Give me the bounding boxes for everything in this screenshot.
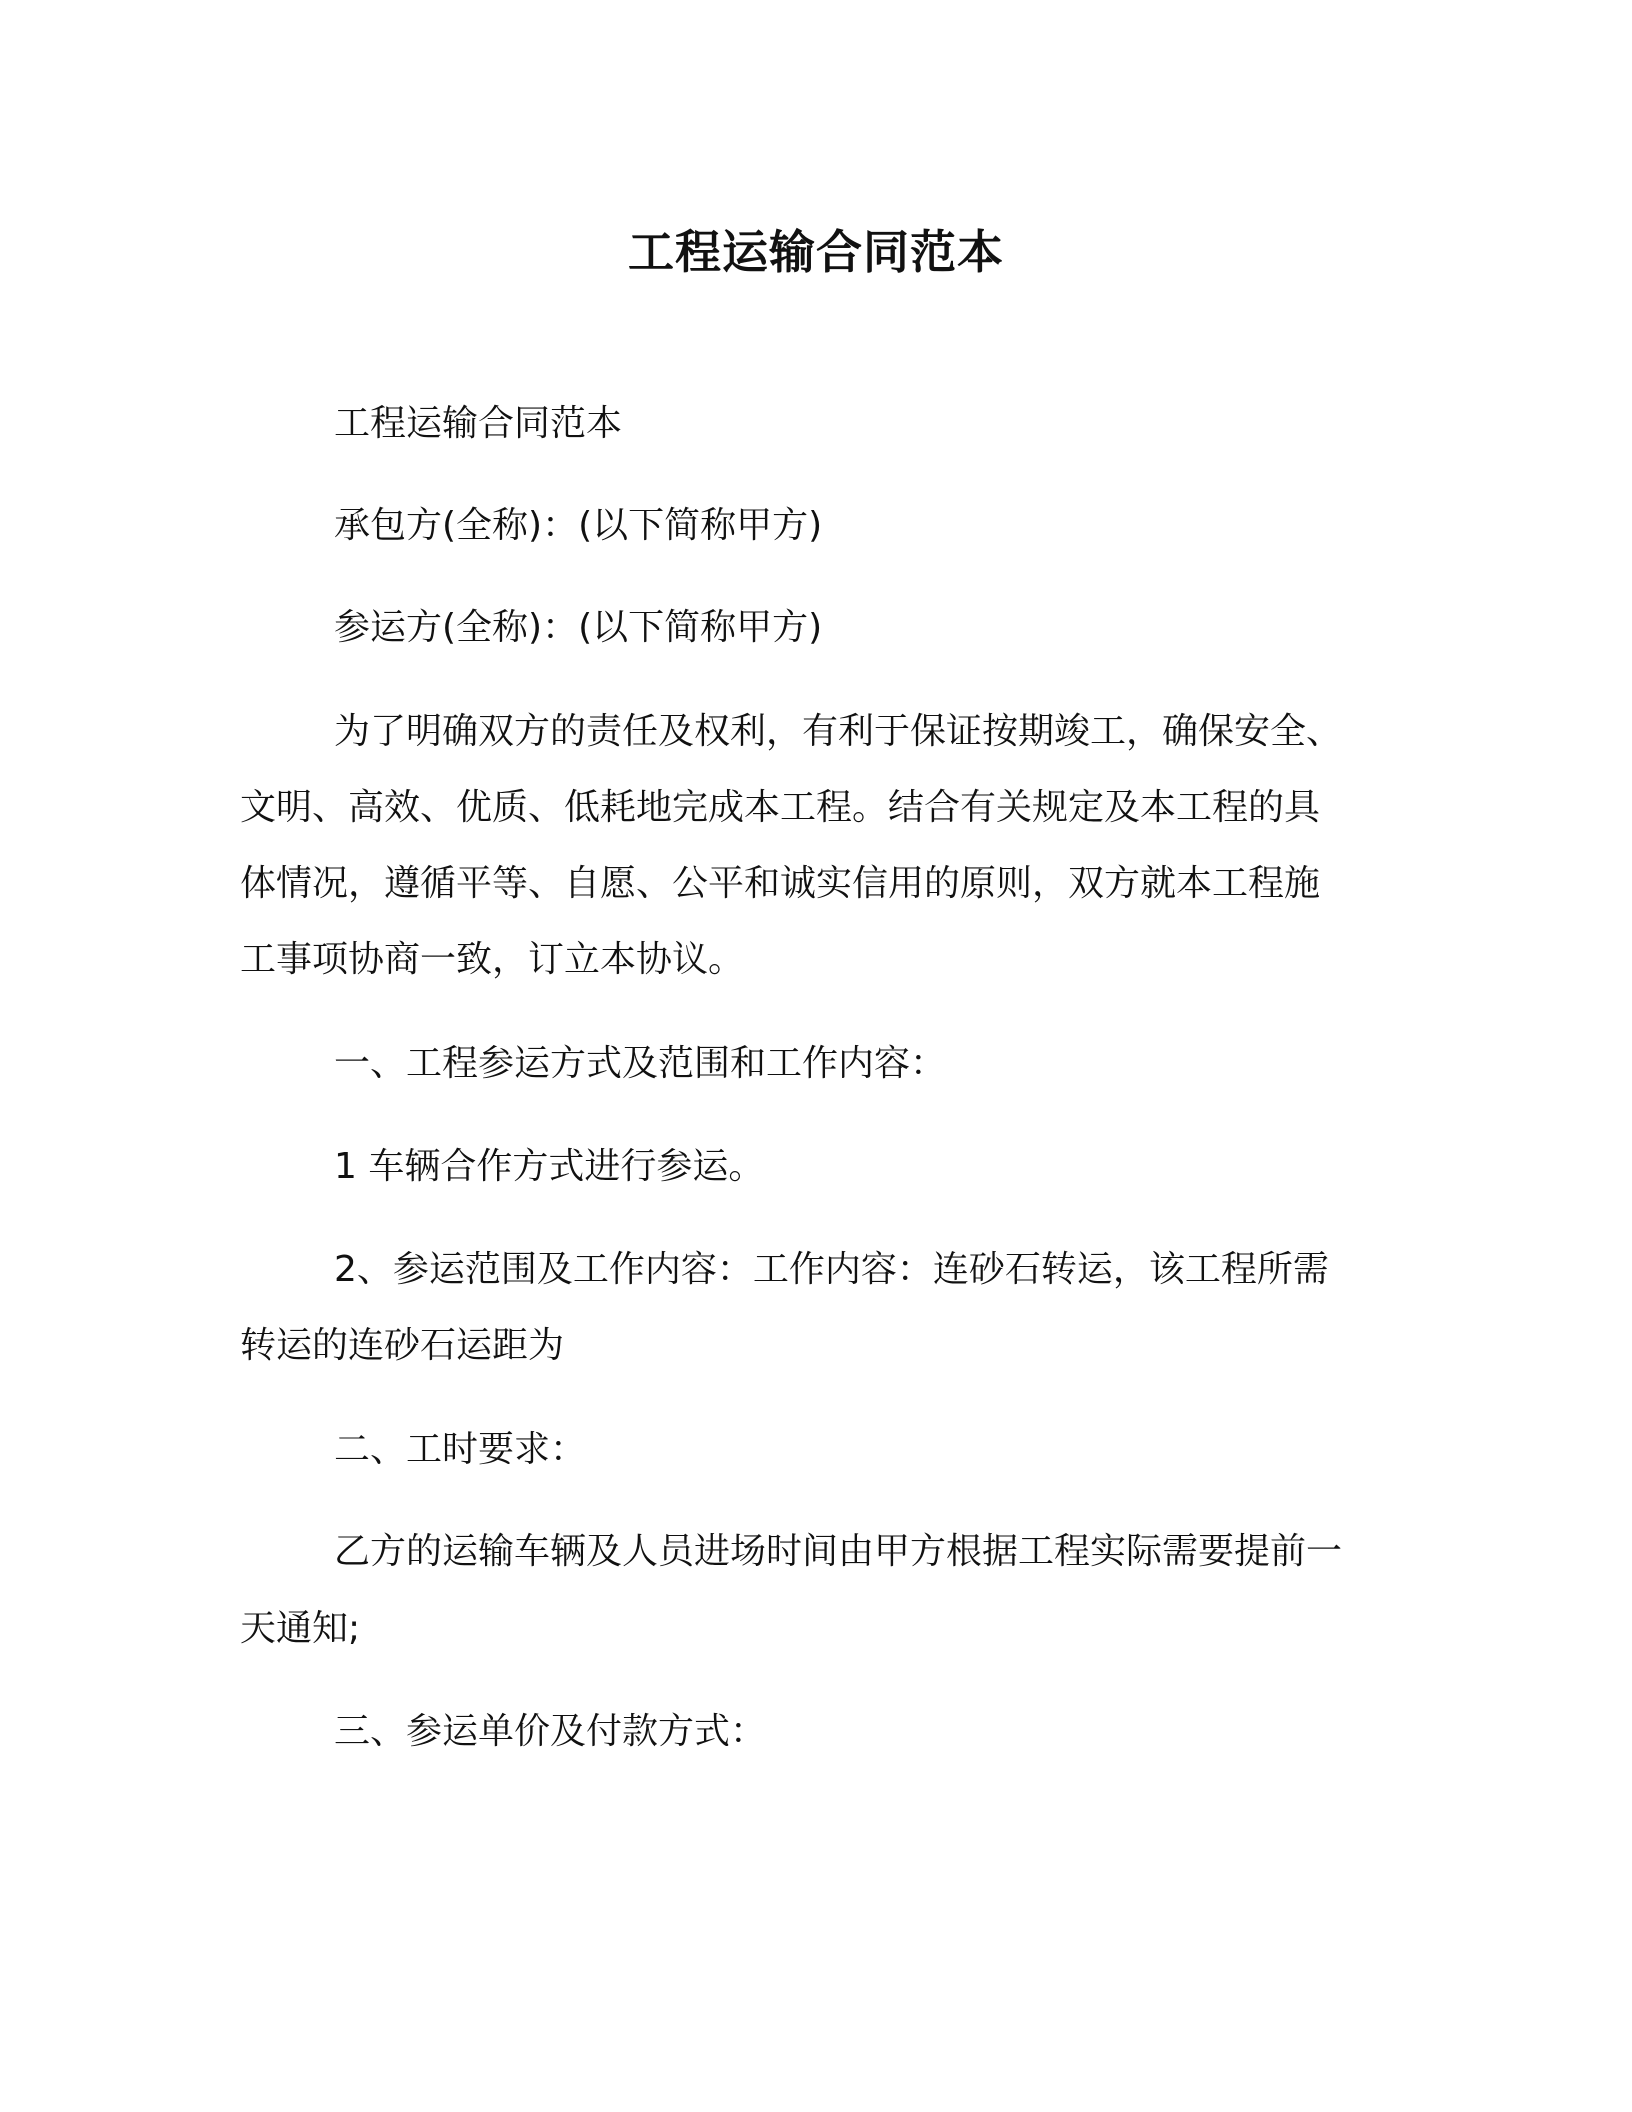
section-heading-1: 一、工程参运方式及范围和工作内容： [334, 1043, 947, 1084]
paragraph-intro-line-1: 为了明确双方的责任及权利，有利于保证按期竣工，确保安全、 [334, 711, 1343, 752]
paragraph-intro-line-3: 体情况，遵循平等、自愿、公平和诚实信用的原则，双方就本工程施 [240, 863, 1321, 904]
paragraph-subtitle: 工程运输合同范本 [334, 403, 623, 444]
paragraph-working-time-line-2: 天通知; [240, 1608, 361, 1649]
section-heading-3: 三、参运单价及付款方式： [334, 1711, 767, 1752]
paragraph-contractor: 承包方(全称)：(以下简称甲方) [334, 505, 823, 546]
paragraph-participant: 参运方(全称)：(以下简称甲方) [334, 607, 823, 648]
paragraph-clause-2-line-2: 转运的连砂石运距为 [240, 1325, 565, 1366]
paragraph-clause-1: 1 车辆合作方式进行参运。 [334, 1146, 765, 1187]
section-heading-2: 二、工时要求： [334, 1429, 587, 1470]
paragraph-working-time-line-1: 乙方的运输车辆及人员进场时间由甲方根据工程实际需要提前一 [334, 1531, 1343, 1572]
paragraph-intro-line-2: 文明、高效、优质、低耗地完成本工程。结合有关规定及本工程的具 [240, 787, 1321, 828]
document-title: 工程运输合同范本 [628, 225, 1004, 279]
paragraph-intro-line-4: 工事项协商一致，订立本协议。 [240, 939, 745, 980]
paragraph-clause-2-line-1: 2、参运范围及工作内容：工作内容：连砂石转运，该工程所需 [334, 1249, 1329, 1290]
